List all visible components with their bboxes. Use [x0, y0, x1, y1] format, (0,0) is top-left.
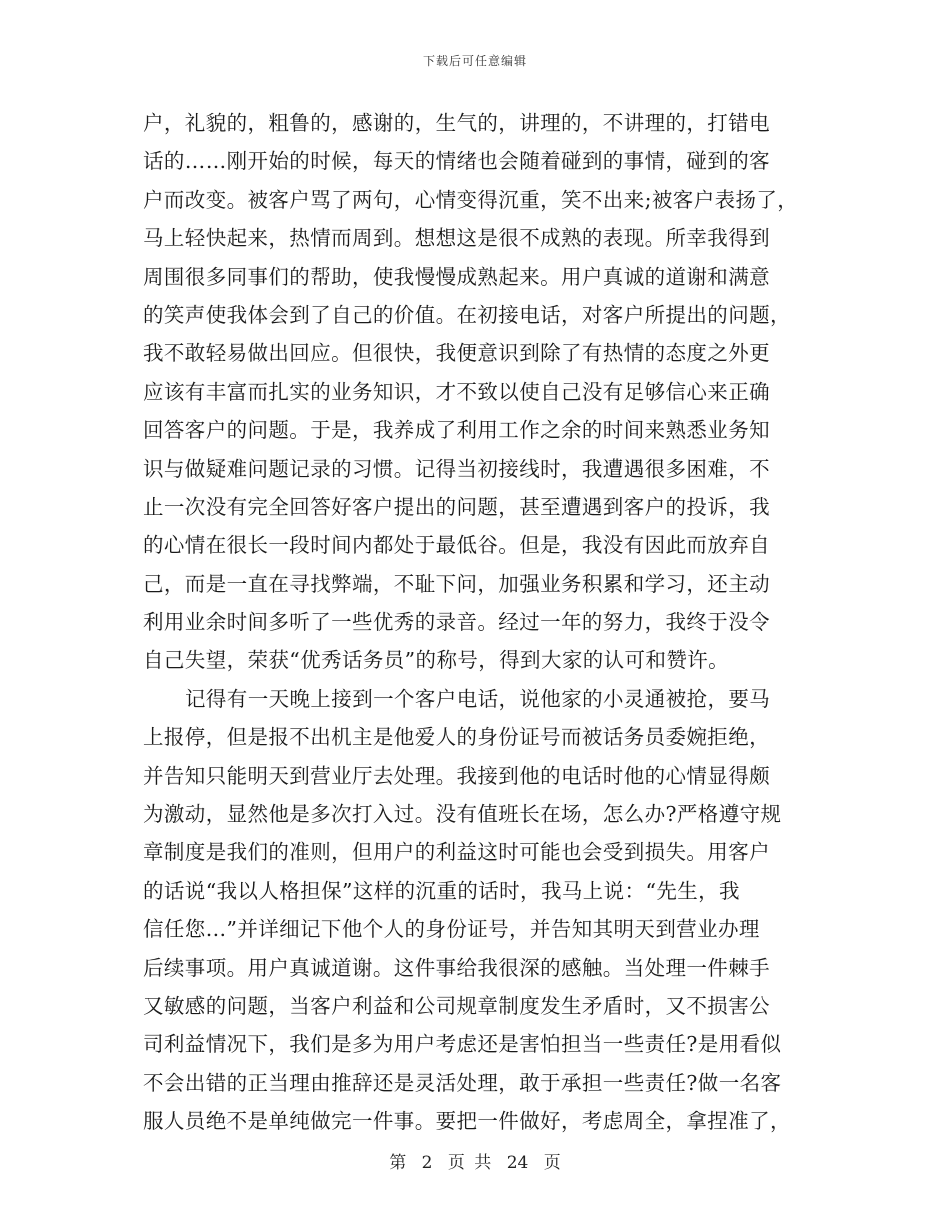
- text-line: 利用业余时间多听了一些优秀的录音。经过一年的努力，我终于没令: [143, 610, 770, 635]
- text-line: 周围很多同事们的帮助，使我慢慢成熟起来。用户真诚的道谢和满意: [143, 264, 770, 289]
- text-line: 服人员绝不是单纯做完一件事。要把一件做好，考虑周全，拿捏准了，: [143, 1109, 791, 1134]
- text-line: 的话说“我以人格担保”这样的沉重的话时，我马上说：“先生，我: [143, 878, 740, 903]
- text-line: 不会出错的正当理由推辞还是灵活处理，敢于承担一些责任?做一名客: [143, 1070, 782, 1095]
- paragraph-start-line: 记得有一天晚上接到一个客户电话，说他家的小灵通被抢，要马: [185, 686, 771, 711]
- document-body: [143, 104, 815, 1141]
- text-line: 止一次没有完全回答好客户提出的问题，甚至遭遇到客户的投诉，我: [143, 494, 770, 519]
- text-line: 又敏感的问题，当客户利益和公司规章制度发生矛盾时，又不损害公: [143, 993, 770, 1018]
- text-line: 信任您...”并详细记下他个人的身份证号，并告知其明天到营业办理: [143, 917, 760, 942]
- text-line: 的心情在很长一段时间内都处于最低谷。但是，我没有因此而放弃自: [143, 533, 770, 558]
- text-line: 司利益情况下，我们是多为用户考虑还是害怕担当一些责任?是用看似: [143, 1032, 782, 1057]
- text-line: 户而改变。被客户骂了两句，心情变得沉重，笑不出来;被客户表扬了，: [143, 187, 799, 212]
- text-line: 的笑声使我体会到了自己的价值。在初接电话，对客户所提出的问题，: [143, 302, 791, 327]
- text-line: 自己失望，荣获“优秀话务员”的称号，得到大家的认可和赞许。: [143, 648, 730, 673]
- text-line: 己，而是一直在寻找弊端，不耻下问，加强业务积累和学习，还主动: [143, 571, 770, 596]
- text-line: 我不敢轻易做出回应。但很快，我便意识到除了有热情的态度之外更: [143, 341, 770, 366]
- page-header: 下载后可任意编辑: [422, 54, 527, 68]
- text-line: 识与做疑难问题记录的习惯。记得当初接线时，我遭遇很多困难，不: [143, 456, 770, 481]
- text-line: 应该有丰富而扎实的业务知识，才不致以使自己没有足够信心来正确: [143, 379, 770, 404]
- text-line: 后续事项。用户真诚道谢。这件事给我很深的感触。当处理一件棘手: [143, 955, 770, 980]
- text-line: 话的……刚开始的时候，每天的情绪也会随着碰到的事情，碰到的客: [143, 149, 770, 174]
- text-line: 为激动，显然他是多次打入过。没有值班长在场，怎么办?严格遵守规: [143, 802, 782, 827]
- current-page-number: 2: [421, 1153, 433, 1173]
- text-line: 户，礼貌的，粗鲁的，感谢的，生气的，讲理的，不讲理的，打错电: [143, 111, 770, 135]
- total-page-count: 24: [506, 1153, 529, 1173]
- text-line: 回答客户的问题。于是，我养成了利用工作之余的时间来熟悉业务知: [143, 418, 770, 443]
- footer-prefix: 第: [389, 1153, 407, 1173]
- text-line: 并告知只能明天到营业厅去处理。我接到他的电话时他的心情显得颇: [143, 763, 770, 788]
- text-line: 章制度是我们的准则，但用户的利益这时可能也会受到损失。用客户: [143, 840, 770, 865]
- page-footer: [0, 1148, 950, 1173]
- text-line: 上报停，但是报不出机主是他爱人的身份证号而被话务员委婉拒绝，: [143, 725, 770, 750]
- footer-mid: 页 共: [447, 1153, 492, 1173]
- text-line: 马上轻快起来，热情而周到。想想这是很不成熟的表现。所幸我得到: [143, 226, 770, 251]
- footer-suffix: 页: [543, 1153, 561, 1173]
